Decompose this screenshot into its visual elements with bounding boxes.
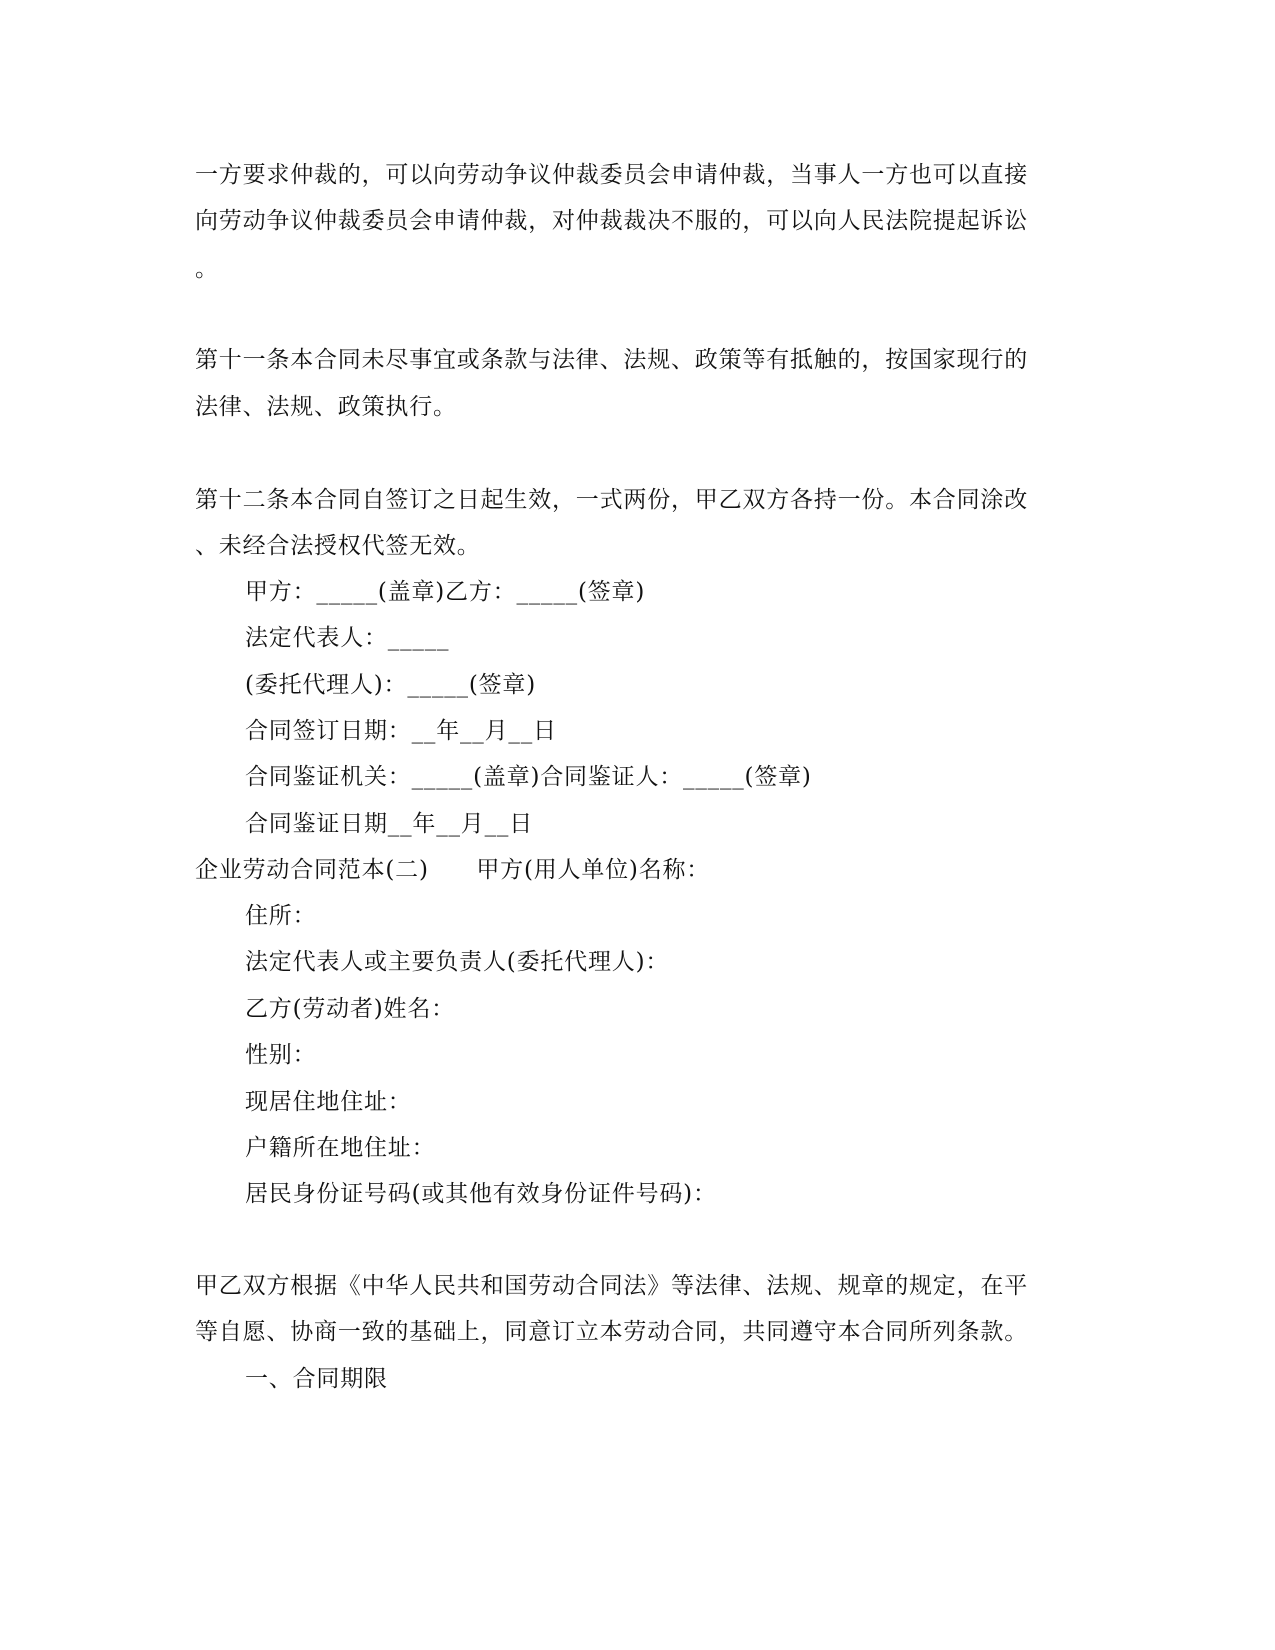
- signature-line-authority: 合同鉴证机关：_____(盖章)合同鉴证人：_____(签章): [245, 764, 812, 790]
- paragraph-line: 第十二条本合同自签订之日起生效，一式两份，甲乙双方各持一份。本合同涂改: [195, 487, 1028, 513]
- paragraph-line: 。: [195, 256, 219, 282]
- field-line-address: 住所：: [245, 903, 317, 929]
- field-line-worker-name: 乙方(劳动者)姓名：: [245, 996, 455, 1022]
- signature-line-agent: (委托代理人)：_____(签章): [245, 672, 536, 698]
- field-line-current-address: 现居住地住址：: [245, 1089, 412, 1115]
- signature-line-legal-rep: 法定代表人：_____: [245, 625, 450, 651]
- paragraph-line: 等自愿、协商一致的基础上，同意订立本劳动合同，共同遵守本合同所列条款。: [195, 1319, 1028, 1345]
- signature-line-auth-date: 合同鉴证日期__年__月__日: [245, 811, 533, 837]
- paragraph-line: 、未经合法授权代签无效。: [195, 533, 481, 559]
- clause-heading: 一、合同期限: [245, 1366, 388, 1392]
- paragraph-line: 第十一条本合同未尽事宜或条款与法律、法规、政策等有抵触的，按国家现行的: [195, 347, 1028, 373]
- field-line-legal-rep: 法定代表人或主要负责人(委托代理人)：: [245, 949, 670, 975]
- section-heading: 企业劳动合同范本(二) 甲方(用人单位)名称：: [195, 857, 711, 883]
- paragraph-line: 法律、法规、政策执行。: [195, 394, 457, 420]
- signature-line-party-a-b: 甲方：_____(盖章)乙方：_____(签章): [245, 579, 646, 605]
- paragraph-line: 甲乙双方根据《中华人民共和国劳动合同法》等法律、法规、规章的规定，在平: [195, 1273, 1028, 1299]
- signature-line-sign-date: 合同签订日期：__年__月__日: [245, 718, 557, 744]
- paragraph-line: 向劳动争议仲裁委员会申请仲裁，对仲裁裁决不服的，可以向人民法院提起诉讼: [195, 208, 1028, 234]
- field-line-id-number: 居民身份证号码(或其他有效身份证件号码)：: [245, 1181, 717, 1207]
- field-line-household-address: 户籍所在地住址：: [245, 1135, 436, 1161]
- field-line-gender: 性别：: [245, 1042, 317, 1068]
- paragraph-line: 一方要求仲裁的，可以向劳动争议仲裁委员会申请仲裁，当事人一方也可以直接: [195, 162, 1028, 188]
